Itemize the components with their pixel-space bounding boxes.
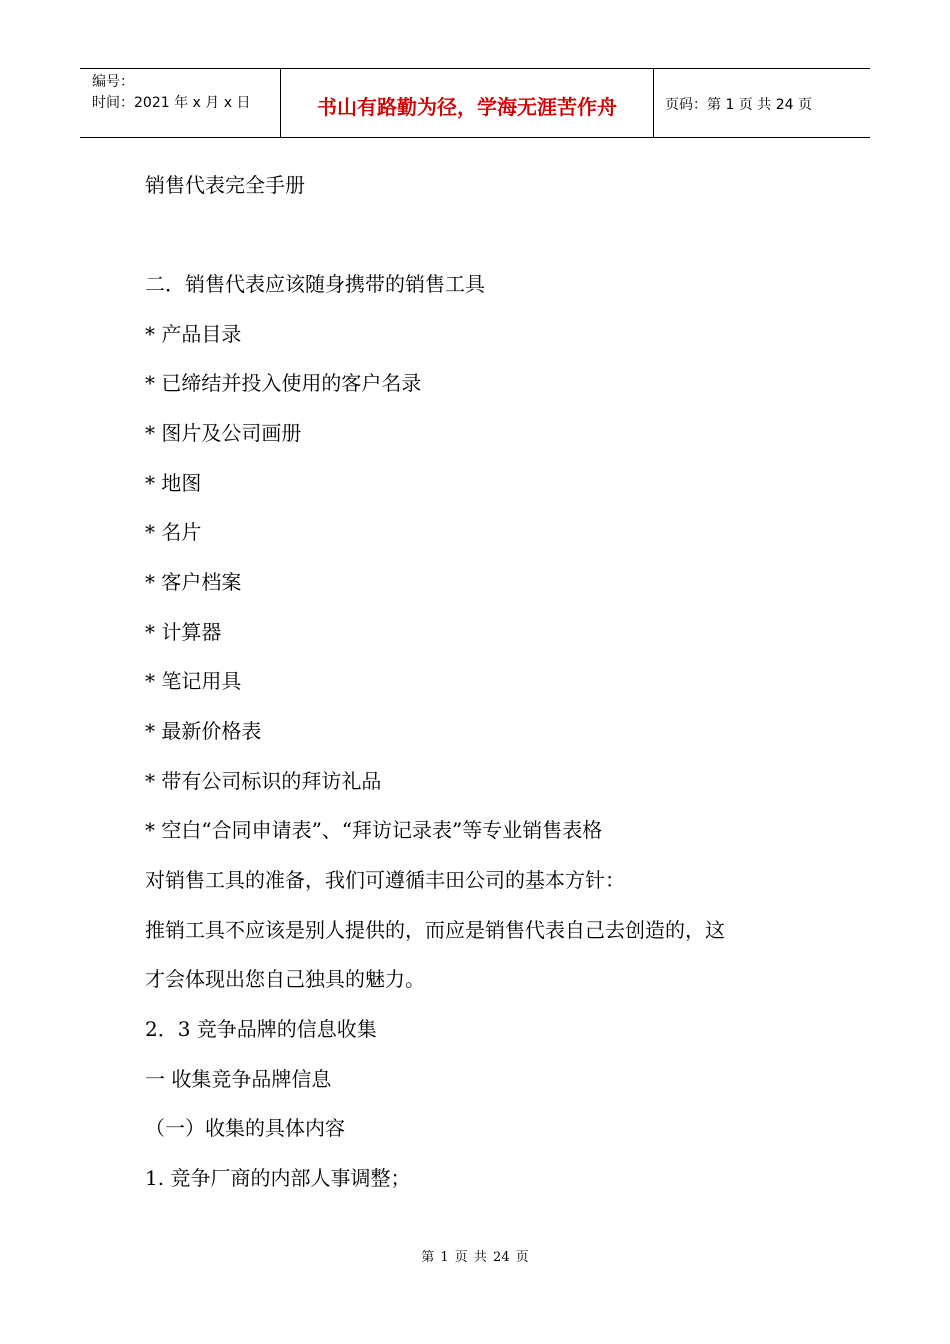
paragraph: 才会体现出您自己独具的魅力。 — [145, 967, 425, 991]
number-label: 编号： — [92, 74, 134, 90]
sub-sub-heading: （一）收集的具体内容 — [145, 1116, 345, 1140]
tool-item: * 客户档案 — [145, 570, 242, 594]
tool-item: * 带有公司标识的拜访礼品 — [145, 769, 382, 793]
list-item: 1. 竞争厂商的内部人事调整； — [145, 1166, 411, 1190]
header-meta — [80, 69, 281, 137]
header-motto: 书山有路勤为径，学海无涯苦作舟 — [281, 69, 654, 137]
section-heading: 二．销售代表应该随身携带的销售工具 — [145, 272, 485, 296]
tool-item: * 地图 — [145, 471, 202, 495]
tool-item: * 笔记用具 — [145, 669, 242, 693]
tool-item: * 空白“合同申请表”、“拜访记录表”等专业销售表格 — [145, 818, 603, 842]
header-page-info: 页码：第 1 页 共 24 页 — [665, 97, 812, 113]
tool-item: * 最新价格表 — [145, 719, 262, 743]
sub-heading: 一 收集竞争品牌信息 — [145, 1067, 332, 1091]
subsection-heading: 2．3 竞争品牌的信息收集 — [145, 1017, 377, 1041]
document-header — [80, 68, 870, 138]
document-title: 销售代表完全手册 — [145, 173, 305, 197]
time-label: 时间：2021 年 x 月 x 日 — [92, 95, 251, 111]
tool-item: * 名片 — [145, 520, 202, 544]
tool-item: * 产品目录 — [145, 322, 242, 346]
tool-item: * 已缔结并投入使用的客户名录 — [145, 371, 422, 395]
tool-item: * 图片及公司画册 — [145, 421, 302, 445]
paragraph: 推销工具不应该是别人提供的，而应是销售代表自己去创造的，这 — [145, 918, 725, 942]
tool-item: * 计算器 — [145, 620, 222, 644]
page-footer: 第 1 页 共 24 页 — [421, 1250, 529, 1265]
paragraph: 对销售工具的准备，我们可遵循丰田公司的基本方针： — [145, 868, 625, 892]
